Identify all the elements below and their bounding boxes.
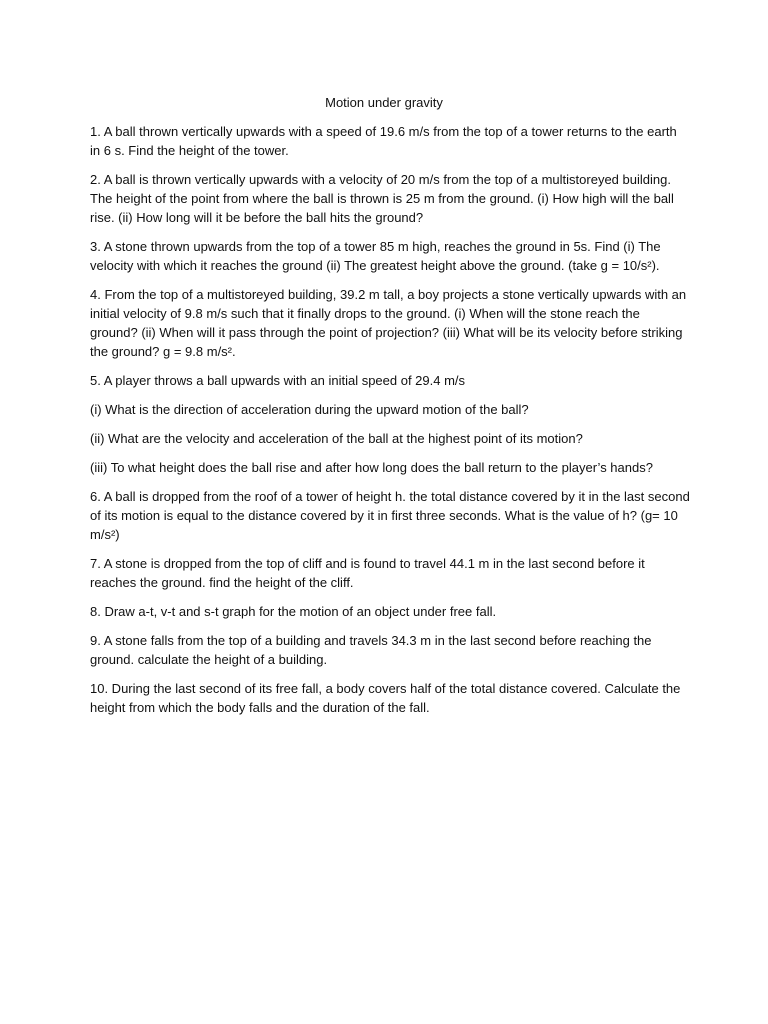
question-9: 9. A stone falls from the top of a building and travels 34.3 m in the last second before reaching the ground. calculate the height of a building. bbox=[90, 633, 652, 667]
question-7: 7. A stone is dropped from the top of cliff and is found to travel 44.1 m in the last second before it reaches the ground. find the height of the cliff. bbox=[90, 556, 645, 590]
question-4: 4. From the top of a multistoreyed building, 39.2 m tall, a boy projects a stone vertically upwards with an initial velocity of 9.8 m/s such that it finally drops to the ground. (i) When will the stone reach the ground? (ii) When will it pass through the point of projection? (iii) What will be its velocity before striking the ground? g = 9.8 m/s². bbox=[90, 287, 687, 359]
question-8: 8. Draw a-t, v-t and s-t graph for the motion of an object under free fall. bbox=[90, 604, 497, 619]
question-10: 10. During the last second of its free fall, a body covers half of the total distance covered. Calculate the height from which the body falls and the duration of the fall. bbox=[90, 681, 681, 715]
question-5-part-i: (i) What is the direction of acceleration during the upward motion of the ball? bbox=[90, 402, 529, 417]
question-5-part-ii: (ii) What are the velocity and acceleration of the ball at the highest point of its motion? bbox=[90, 431, 583, 446]
question-5-part-iii: (iii) To what height does the ball rise and after how long does the ball return to the player’s hands? bbox=[90, 460, 653, 475]
question-6: 6. A ball is dropped from the roof of a tower of height h. the total distance covered by it in the last second of its motion is equal to the distance covered by it in first three seconds. What is the value of h? (g= 10 m/s²) bbox=[90, 489, 690, 542]
question-2: 2. A ball is thrown vertically upwards with a velocity of 20 m/s from the top of a multistoreyed building. The height of the point from where the ball is thrown is 25 m from the ground. (i) How high will the ball rise. (ii) How long will it be before the ball hits the ground? bbox=[90, 172, 674, 225]
question-list bbox=[90, 122, 690, 727]
question-3: 3. A stone thrown upwards from the top of a tower 85 m high, reaches the ground in 5s. Find (i) The velocity with which it reaches the ground (ii) The greatest height above the ground. (take g = 10/s²). bbox=[90, 239, 661, 273]
question-5: 5. A player throws a ball upwards with an initial speed of 29.4 m/s bbox=[90, 373, 466, 388]
question-1: 1. A ball thrown vertically upwards with a speed of 19.6 m/s from the top of a tower returns to the earth in 6 s. Find the height of the tower. bbox=[90, 124, 677, 158]
document-title: Motion under gravity bbox=[325, 95, 443, 110]
